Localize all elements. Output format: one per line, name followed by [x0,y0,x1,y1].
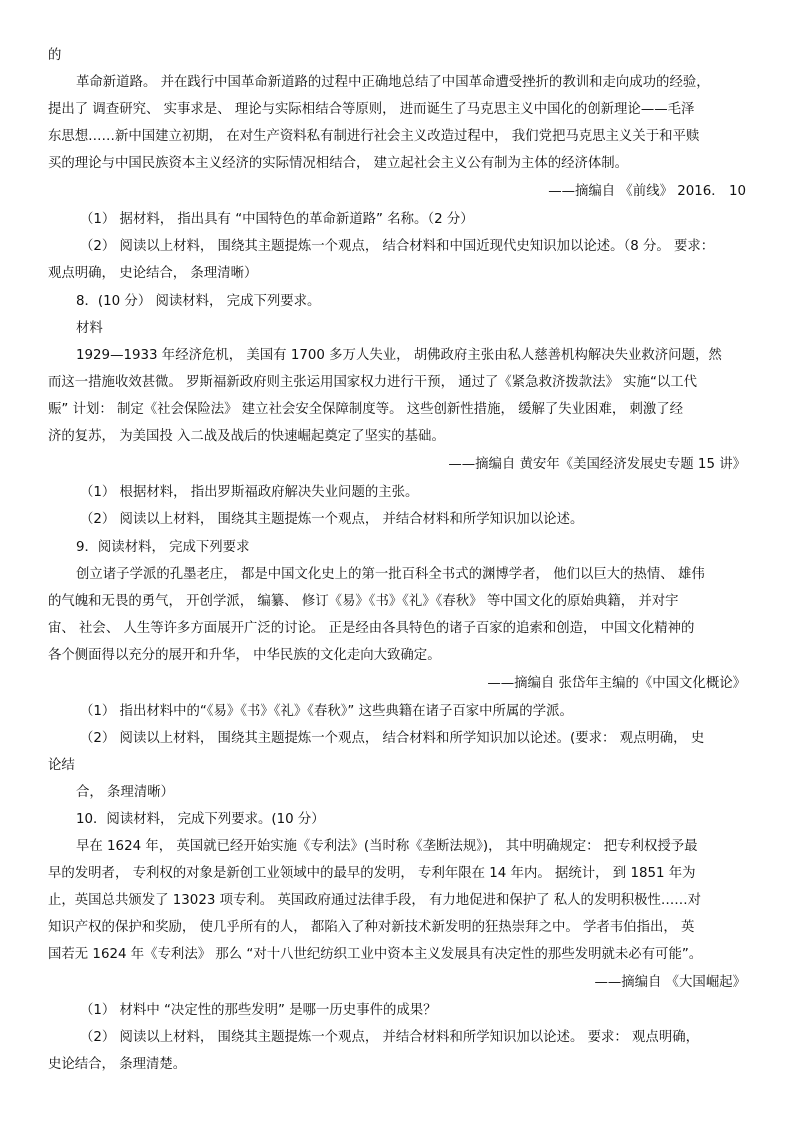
paragraph-line: 赈” 计划： 制定《社会保险法》 建立社会安全保障制度等。 这些创新性措施， 缓解了失业困难， 刺激了经 [48,402,684,417]
paragraph-line: 革命新道路。 并在践行中国革命新道路的过程中正确地总结了中国革命遭受挫折的教训和走向成功的经验， [76,75,710,90]
question-item: （2） 阅读以上材料， 围绕其主题提炼一个观点， 结合材料和中国近现代史知识加以论述。（8 分。 要求： [80,239,715,254]
question-item: 论结 [48,758,75,773]
source-citation: ——摘编自 《大国崛起》 [594,975,746,990]
paragraph-line: 的气魄和无畏的勇气， 开创学派， 编纂、 修订《易》《书》《礼》《春秋》 等中国文化的原始典籍， 并对宇 [48,594,679,609]
source-citation: ——摘编自 张岱年主编的《中国文化概论》 [487,676,746,691]
paragraph-line: 而这一措施收效甚微。 罗斯福新政府则主张运用国家权力进行干预， 通过了《紧急救济拨款法》 实施“以工代 [48,375,698,390]
question-item: （1） 根据材料， 指出罗斯福政府解决失业问题的主张。 [80,485,419,500]
paragraph-line: 早的发明者， 专利权的对象是新创工业领域中的最早的发明， 专利年限在 14 年内。 据统计， 到 1851 年为 [48,866,696,881]
question-item: （2） 阅读以上材料， 围绕其主题提炼一个观点， 结合材料和所学知识加以论述。(要求： 观点明确， 史 [80,731,705,746]
question-item: （1） 材料中 “决定性的那些发明” 是哪一历史事件的成果？ [80,1003,437,1018]
question-heading: 8．(10 分） 阅读材料， 完成下列要求。 [76,294,321,309]
question-item: 合， 条理清晰） [76,785,174,800]
paragraph-line: 国若无 1624 年《专利法》 那么 “对十八世纪纺织工业中资本主义发展具有决定性的那些发明就未必有可能”。 [48,947,703,962]
question-item: （1） 指出材料中的“《易》《书》《礼》《春秋》” 这些典籍在诸子百家中所属的学派。 [80,704,573,719]
paragraph-line: 提出了 调查研究、 实事求是、 理论与实际相结合等原则， 进而诞生了马克思主义中国化的创新理论——毛泽 [48,102,695,117]
source-citation: ——摘编自 《前线》 2016． 10 [548,184,746,199]
question-item: 史论结合， 条理清楚。 [48,1057,187,1072]
source-citation: ——摘编自 黄安年《美国经济发展史专题 15 讲》 [448,457,746,472]
paragraph-line: 1929—1933 年经济危机， 美国有 1700 多万人失业， 胡佛政府主张由私人慈善机构解决失业救济问题，然 [76,348,722,363]
paragraph-line: 各个侧面得以充分的展开和升华， 中华民族的文化走向大致确定。 [48,648,441,663]
question-item: （1） 据材料， 指出具有 “中国特色的革命新道路” 名称。（2 分） [80,212,474,227]
paragraph-line: 济的复苏， 为美国投 入二战及战后的快速崛起奠定了坚实的基础。 [48,429,445,444]
paragraph-line: 的 [48,48,62,63]
question-item: （2） 阅读以上材料， 围绕其主题提炼一个观点， 并结合材料和所学知识加以论述。 要求： 观点明确， [80,1030,699,1045]
paragraph-line: 早在 1624 年， 英国就已经开始实施《专利法》(当时称《垄断法规》)， 其中明确规定： 把专利权授予最 [76,839,698,854]
paragraph-line: 买的理论与中国民族资本主义经济的实际情况相结合， 建立起社会主义公有制为主体的经济体制。 [48,156,629,171]
question-item: 观点明确， 史论结合， 条理清晰） [48,266,258,281]
paragraph-line: 止，英国总共颁发了 13023 项专利。 英国政府通过法律手段， 有力地促进和保护了 私人的发明积极性……对 [48,893,702,908]
material-label: 材料 [76,321,103,336]
question-heading: 9．阅读材料， 完成下列要求 [76,540,250,555]
paragraph-line: 创立诸子学派的孔墨老庄， 都是中国文化史上的第一批百科全书式的渊博学者， 他们以巨大的热情、 雄伟 [76,567,705,582]
paragraph-line: 宙、 社会、 人生等许多方面展开广泛的讨论。 正是经由各具特色的诸子百家的追索和创造， 中国文化精神的 [48,621,695,636]
paragraph-line: 东思想……新中国建立初期， 在对生产资料私有制进行社会主义改造过程中， 我们党把马克思主义关于和平赎 [48,129,700,144]
question-heading: 10．阅读材料， 完成下列要求。(10 分） [76,812,325,827]
question-item: （2） 阅读以上材料， 围绕其主题提炼一个观点， 并结合材料和所学知识加以论述。 [80,512,584,527]
paragraph-line: 知识产权的保护和奖励， 使几乎所有的人， 都陷入了种对新技术新发明的狂热崇拜之中。 学者韦伯指出， 英 [48,920,695,935]
